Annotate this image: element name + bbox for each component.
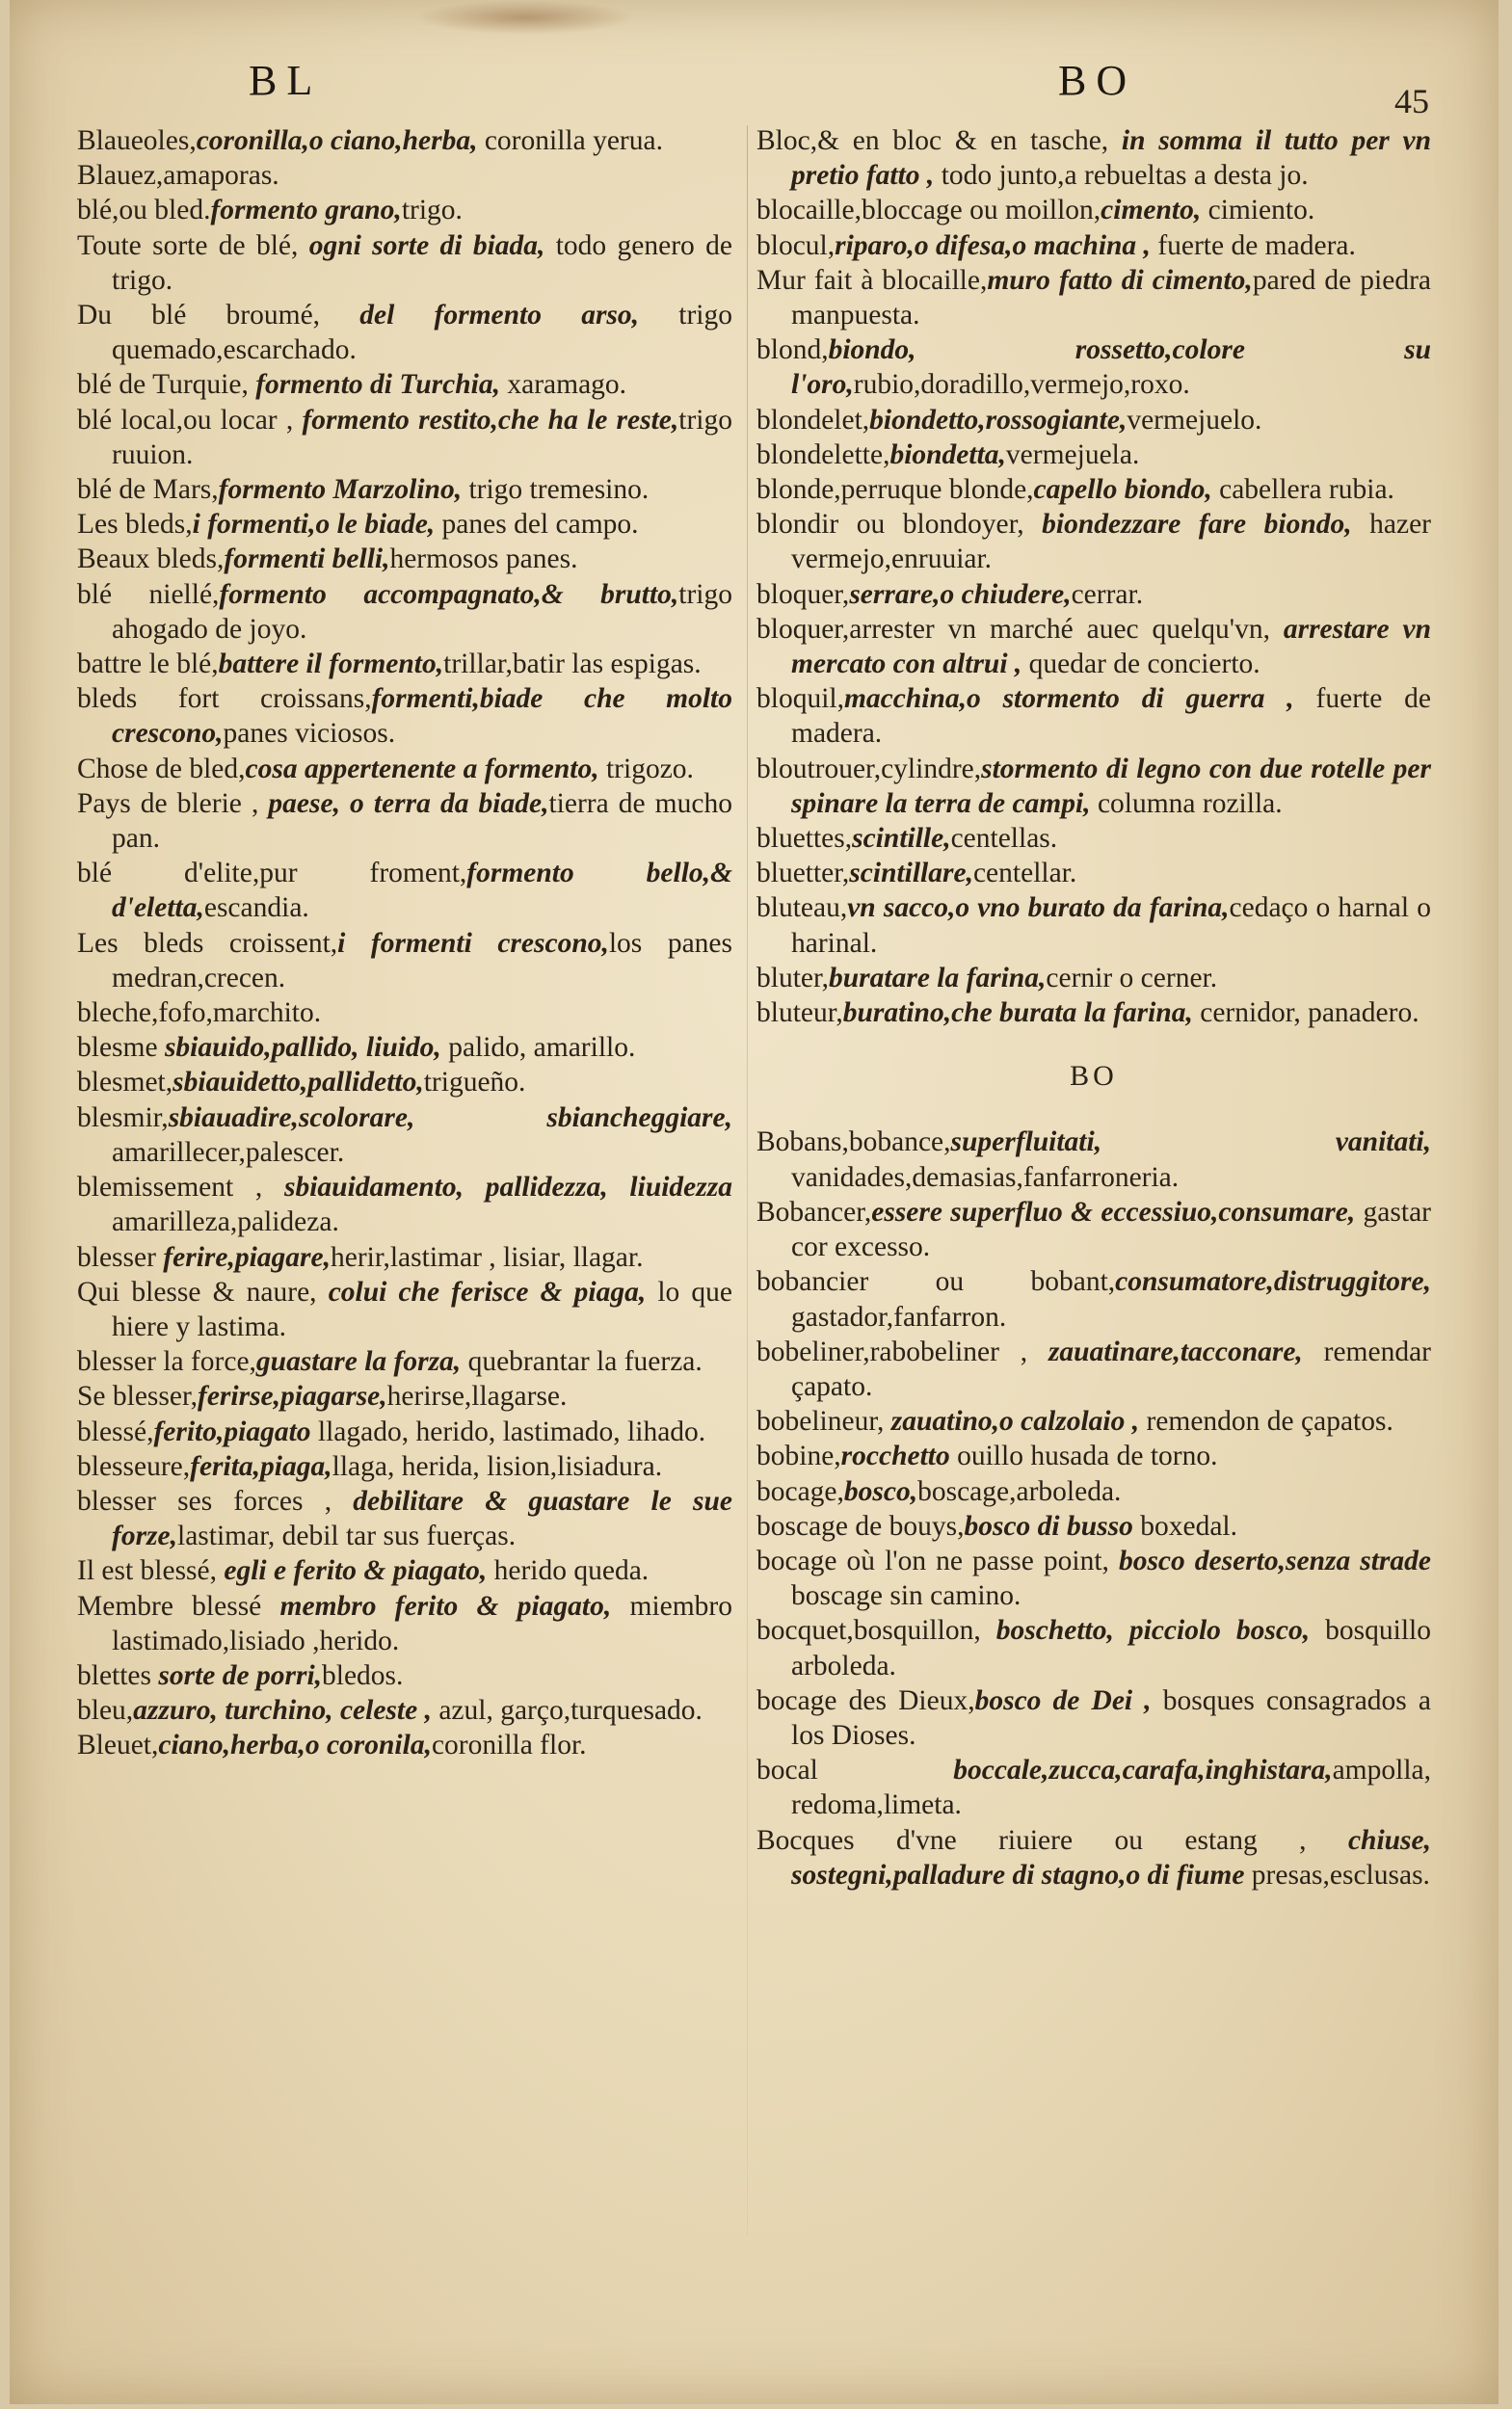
entry-spanish: rubio,doradillo,vermejo,roxo. — [853, 369, 1190, 401]
entry-spanish: pared de piedra manpuesta. — [791, 264, 1431, 331]
entry-italian: essere superfluo & eccessiuo,consumare, — [871, 1196, 1356, 1228]
entry-french: blonde,perruque blonde, — [756, 474, 1034, 506]
dictionary-entry — [756, 1335, 1431, 1404]
entry-spanish: fuerte de madera. — [791, 683, 1431, 750]
dictionary-entry — [77, 1379, 732, 1414]
entry-spanish: llaga, herida, lision,lisiadura. — [332, 1450, 663, 1482]
entry-french: bluetter, — [756, 858, 850, 889]
entry-french: bocal — [756, 1755, 954, 1787]
entry-spanish: herido queda. — [487, 1555, 650, 1587]
entry-italian: i formenti crescono, — [337, 927, 609, 959]
entry-spanish: herir,lastimar , lisiar, llagar. — [330, 1241, 644, 1273]
entry-spanish: lastimar, debil tar sus fuerças. — [177, 1521, 517, 1552]
dictionary-entry — [77, 856, 732, 925]
entry-spanish: cernidor, panadero. — [1192, 997, 1419, 1029]
dictionary-entry — [756, 1125, 1431, 1194]
dictionary-entry — [77, 367, 732, 402]
dictionary-entry — [77, 1240, 732, 1275]
entry-spanish: vermejuelo. — [1127, 404, 1262, 436]
entry-italian: sbiauidetto,pallidetto, — [172, 1067, 424, 1099]
entry-italian: serrare,o chiudere, — [849, 578, 1072, 610]
entry-french: bleche,fofo,marchito. — [77, 997, 322, 1029]
dictionary-entry — [756, 681, 1431, 751]
dictionary-entry — [77, 1553, 732, 1588]
dictionary-entry — [756, 1544, 1431, 1613]
entry-italian: superfluitati, vanitati, — [950, 1126, 1431, 1158]
entry-french: Blaueoles, — [77, 125, 197, 156]
dictionary-entry — [756, 1683, 1431, 1753]
entry-italian: cimento, — [1101, 195, 1202, 226]
entry-french: blé,ou bled. — [77, 195, 211, 226]
entry-french: Du blé broumé, — [77, 300, 360, 331]
entry-spanish: hazer vermejo,enruuiar. — [791, 509, 1432, 575]
entry-french: Membre blessé — [77, 1590, 280, 1622]
dictionary-entry — [77, 193, 732, 227]
entry-spanish: herirse,llagarse. — [386, 1381, 568, 1413]
entry-french: Toute sorte de blé, — [77, 229, 309, 261]
entry-french: blocul, — [756, 229, 836, 261]
dictionary-entry — [756, 1753, 1431, 1822]
entry-spanish: gastador,fanfarron. — [791, 1301, 1007, 1333]
dictionary-entry — [77, 1589, 732, 1658]
entry-italian: biondetta, — [889, 438, 1006, 470]
entry-french: Pays de blerie , — [77, 787, 269, 819]
entry-italian: sbiauidamento, pallidezza, liuidezza — [283, 1172, 732, 1204]
entry-french: blesseure, — [77, 1450, 191, 1482]
entry-italian: ferito,piagato — [153, 1416, 311, 1447]
entry-italian: vn sacco,o vno burato da farina, — [847, 892, 1230, 924]
entry-italian: riparo,o difesa,o machina , — [835, 229, 1151, 261]
entry-spanish: bosques consagrados a los Dioses. — [791, 1684, 1432, 1751]
dictionary-entry — [77, 1030, 732, 1065]
entry-french: bloquer,arrester vn marché auec quelqu'vn, — [756, 613, 1284, 645]
entry-french: blond, — [756, 334, 829, 366]
dictionary-entry — [77, 1275, 732, 1344]
entry-italian: sbiauadire,scolorare, sbiancheggiare, — [168, 1101, 732, 1133]
entry-french: blesser ses forces , — [77, 1485, 354, 1517]
entry-spanish: palido, amarillo. — [440, 1032, 636, 1064]
dictionary-entry — [77, 647, 732, 681]
entry-spanish: trigo quemado,escarchado. — [112, 300, 732, 366]
entry-french: Bocques d'vne riuiere ou estang , — [756, 1824, 1348, 1856]
page-number: 45 — [1394, 82, 1429, 120]
entry-french: blé local,ou locar , — [77, 404, 303, 436]
entry-spanish: coronilla yerua. — [477, 125, 663, 156]
entry-italian: ferita,piaga, — [190, 1450, 332, 1482]
entry-italian: biondo, rossetto,colore su l'oro, — [791, 334, 1431, 401]
entry-italian: battere il formento, — [218, 649, 444, 680]
dictionary-entry — [77, 681, 732, 751]
entry-spanish: tierra de mucho pan. — [112, 787, 732, 855]
entry-italian: capello biondo, — [1033, 474, 1212, 506]
dictionary-entry — [756, 890, 1431, 960]
entry-spanish: trigo. — [401, 195, 463, 226]
entry-french: Chose de bled, — [77, 753, 246, 784]
left-column — [77, 123, 732, 1763]
dictionary-entry — [756, 228, 1431, 263]
entry-italian: consumatore,distruggitore, — [1115, 1266, 1431, 1298]
entry-spanish: vanidades,demasias,fanfarroneria. — [791, 1161, 1180, 1193]
entry-french: blé de Turquie, — [77, 369, 256, 401]
entry-italian: colui che ferisce & piaga, — [328, 1276, 647, 1308]
entry-italian: zauatinare,tacconare, — [1048, 1336, 1303, 1367]
entry-french: Qui blesse & naure, — [77, 1276, 329, 1308]
entry-french: bocage où l'on ne passe point, — [756, 1545, 1119, 1576]
entry-french: Mur fait à blocaille, — [756, 264, 988, 296]
dictionary-entry — [77, 786, 732, 856]
entry-spanish: bosquillo arboleda. — [791, 1615, 1431, 1681]
entry-french: Les bleds, — [77, 509, 193, 541]
entry-italian: buratare la farina, — [829, 962, 1047, 993]
right-column — [756, 123, 1431, 1893]
dictionary-entry — [77, 158, 732, 193]
entry-french: blettes — [77, 1659, 159, 1691]
entry-french: bobelineur, — [756, 1406, 891, 1438]
entry-french: blé de Mars, — [77, 474, 219, 506]
dictionary-entry — [77, 1693, 732, 1728]
dictionary-entry — [77, 403, 732, 472]
entry-french: Il est blessé, — [77, 1555, 225, 1587]
entry-italian: bosco, — [843, 1475, 918, 1507]
entry-italian: stormento di legno con due rotelle per spinare la terra de campi, — [791, 753, 1431, 819]
entry-italian: formenti belli, — [224, 543, 390, 575]
entry-spanish: trigozo. — [598, 753, 694, 784]
entry-spanish: cernir o cerner. — [1046, 962, 1218, 993]
entry-italian: bosco de Dei , — [974, 1684, 1152, 1716]
entry-french: blesser la force, — [77, 1346, 256, 1378]
entry-spanish: miembro lastimado,lisiado ,herido. — [112, 1590, 733, 1656]
entry-spanish: gastar cor excesso. — [791, 1196, 1431, 1263]
entry-spanish: cabellera rubia. — [1211, 474, 1394, 506]
entry-french: bloquil, — [756, 683, 844, 715]
entry-italian: formento di Turchia, — [255, 369, 500, 401]
entry-spanish: centellar. — [972, 858, 1077, 889]
entry-italian: debilitare & guastare le sue forze, — [112, 1485, 732, 1552]
entry-french: blesmet, — [77, 1067, 173, 1099]
entry-french: blondelet, — [756, 404, 870, 436]
dictionary-entry — [756, 1613, 1431, 1682]
entry-italian: formento grano, — [210, 195, 402, 226]
entry-italian: formento restito,che ha le reste, — [302, 404, 679, 436]
dictionary-entry — [756, 821, 1431, 856]
dictionary-entry — [756, 1509, 1431, 1544]
entry-french: bluettes, — [756, 823, 853, 855]
entry-french: Bobans,bobance, — [756, 1126, 951, 1158]
entry-italian: ferirse,piagarse, — [198, 1381, 387, 1413]
entry-italian: i formenti,o le biade, — [192, 509, 436, 541]
dictionary-entry — [756, 1404, 1431, 1439]
dictionary-entry — [756, 193, 1431, 227]
dictionary-entry — [77, 1065, 732, 1099]
dictionary-entry — [756, 332, 1431, 402]
dictionary-entry — [756, 995, 1431, 1030]
entry-french: blesmir, — [77, 1101, 169, 1133]
entry-french: blondelette, — [756, 438, 890, 470]
entry-italian: paese, o terra da biade, — [268, 787, 549, 819]
dictionary-entry — [77, 995, 732, 1030]
entry-italian: bosco deserto,senza strade — [1118, 1545, 1431, 1576]
right-entries-bl — [756, 123, 1431, 1030]
dictionary-entry — [77, 926, 732, 995]
dictionary-entry — [77, 123, 732, 158]
entry-spanish: amarillecer,palescer. — [112, 1136, 345, 1168]
dictionary-entry — [77, 507, 732, 542]
dictionary-entry — [77, 1658, 732, 1693]
entry-french: bluteau, — [756, 892, 848, 924]
entry-italian: rocchetto — [840, 1441, 950, 1472]
entry-french: bocage des Dieux, — [756, 1684, 975, 1716]
dictionary-entry — [756, 403, 1431, 437]
dictionary-entry — [756, 961, 1431, 995]
entry-french: bocage, — [756, 1475, 844, 1507]
entry-spanish: todo genero de trigo. — [112, 229, 732, 296]
entry-spanish: amarilleza,palideza. — [112, 1206, 339, 1238]
right-entries-bo — [756, 1125, 1431, 1892]
entry-spanish: boscage sin camino. — [791, 1580, 1021, 1612]
dictionary-entry — [77, 1449, 732, 1484]
dictionary-entry — [77, 577, 732, 647]
entry-french: bobancier ou bobant, — [756, 1266, 1116, 1298]
dictionary-entry — [77, 298, 732, 367]
entry-spanish: columna rozilla. — [1090, 787, 1283, 819]
entry-french: bleds fort croissans, — [77, 683, 372, 715]
dictionary-entry — [756, 752, 1431, 821]
entry-italian: boccale,zucca,carafa,inghistara, — [953, 1755, 1333, 1787]
dictionary-entry — [77, 1170, 732, 1239]
entry-french: bluteur, — [756, 997, 843, 1029]
entry-italian: macchina,o stormento di guerra , — [843, 683, 1294, 715]
entry-french: blessé, — [77, 1416, 154, 1447]
entry-french: Bloc,& en bloc & en tasche, — [756, 125, 1122, 156]
dictionary-entry — [77, 542, 732, 576]
entry-french: bobine, — [756, 1441, 841, 1472]
dictionary-entry — [756, 507, 1431, 576]
entry-italian: in somma il tutto per vn pretio fatto , — [791, 125, 1432, 192]
entry-spanish: azul, garço,turquesado. — [431, 1695, 703, 1727]
entry-french: bleu, — [77, 1695, 134, 1727]
entry-spanish: presas,esclusas. — [1244, 1859, 1430, 1891]
entry-italian: sorte de porri, — [158, 1659, 323, 1691]
entry-french: Se blesser, — [77, 1381, 198, 1413]
entry-italian: azzuro, turchino, celeste , — [133, 1695, 432, 1727]
dictionary-entry — [77, 1415, 732, 1449]
entry-italian: scintillare, — [849, 858, 973, 889]
entry-spanish: remendon de çapatos. — [1139, 1406, 1393, 1438]
entry-spanish: xaramago. — [499, 369, 627, 401]
dictionary-entry — [756, 1474, 1431, 1509]
entry-italian: formenti,biade che molto crescono, — [112, 683, 732, 750]
entry-spanish: bledos. — [322, 1659, 404, 1691]
dictionary-entry — [77, 1728, 732, 1762]
entry-french: battre le blé, — [77, 649, 219, 680]
entry-italian: boschetto, picciolo bosco, — [995, 1615, 1311, 1647]
entry-italian: ogni sorte di biada, — [308, 229, 545, 261]
entry-french: Blauez,amaporas. — [77, 160, 279, 192]
dictionary-entry — [756, 856, 1431, 890]
entry-french: bluter, — [756, 962, 830, 993]
entry-spanish: fuerte de madera. — [1150, 229, 1356, 261]
entry-spanish: todo junto,a rebueltas a desta jo. — [934, 160, 1309, 192]
paper-stain — [414, 0, 636, 35]
entry-italian: ciano,herba,o coronila, — [158, 1730, 432, 1761]
book-page — [10, 0, 1499, 2404]
entry-french: blondir ou blondoyer, — [756, 509, 1043, 541]
dictionary-entry — [77, 1100, 732, 1170]
dictionary-entry — [756, 472, 1431, 507]
entry-italian: formento Marzolino, — [218, 474, 463, 506]
dictionary-entry — [756, 1195, 1431, 1264]
dictionary-entry — [756, 437, 1431, 472]
dictionary-entry — [756, 123, 1431, 193]
entry-italian: del formento arso, — [359, 300, 640, 331]
entry-spanish: panes viciosos. — [223, 718, 396, 750]
entry-italian: scintille, — [852, 823, 951, 855]
section-heading: BO — [1070, 1060, 1118, 1093]
dictionary-entry — [77, 1484, 732, 1553]
entry-italian: bosco di busso — [964, 1510, 1133, 1542]
entry-italian: guastare la forza, — [255, 1346, 462, 1378]
entry-spanish: trigueño. — [423, 1067, 526, 1099]
entry-spanish: ouillo husada de torno. — [949, 1441, 1218, 1472]
entry-spanish: trigo ahogado de joyo. — [112, 578, 732, 645]
left-running-head: BL — [249, 57, 323, 104]
entry-french: bloutrouer,cylindre, — [756, 753, 982, 784]
dictionary-entry — [756, 1439, 1431, 1473]
dictionary-entry — [756, 1264, 1431, 1334]
entry-french: boscage de bouys, — [756, 1510, 965, 1542]
dictionary-entry — [756, 577, 1431, 612]
entry-spanish: escandia. — [203, 892, 309, 924]
entry-french: Bleuet, — [77, 1730, 159, 1761]
entry-italian: chiuse, sostegni,palladure di stagno,o di fiume — [791, 1824, 1431, 1891]
entry-italian: sbiauido,pallido, liuido, — [164, 1032, 441, 1064]
entry-spanish: centellas. — [950, 823, 1058, 855]
entry-french: blocaille,bloccage ou moillon, — [756, 195, 1101, 226]
entry-italian: cosa appertenente a formento, — [245, 753, 599, 784]
entry-italian: zauatino,o calzolaio , — [890, 1406, 1140, 1438]
entry-italian: coronilla,o ciano,herba, — [196, 125, 478, 156]
entry-italian: arrestare vn mercato con altrui , — [791, 613, 1432, 680]
entry-italian: formento accompagnato,& brutto, — [219, 578, 679, 610]
entry-spanish: trigo tremesino. — [462, 474, 650, 506]
column-divider — [747, 125, 748, 2236]
entry-spanish: hermosos panes. — [389, 543, 578, 575]
entry-spanish: boscage,arboleda. — [917, 1475, 1122, 1507]
entry-italian: membro ferito & piagato, — [279, 1590, 612, 1622]
entry-french: blé d'elite,pur froment, — [77, 858, 467, 889]
entry-spanish: cimiento. — [1201, 195, 1315, 226]
entry-french: Bobancer, — [756, 1196, 872, 1228]
entry-spanish: cedaço o harnal o harinal. — [791, 892, 1431, 959]
dictionary-entry — [77, 752, 732, 786]
entry-spanish: quedar de concierto. — [1021, 649, 1260, 680]
entry-spanish: llagado, herido, lastimado, lihado. — [310, 1416, 706, 1447]
entry-spanish: coronilla flor. — [431, 1730, 587, 1761]
dictionary-entry — [77, 472, 732, 507]
dictionary-entry — [756, 612, 1431, 681]
right-running-head: BO — [1058, 57, 1137, 104]
entry-spanish: los panes medran,crecen. — [112, 927, 732, 993]
entry-french: blemissement , — [77, 1172, 284, 1204]
entry-spanish: trigo ruuion. — [112, 404, 732, 470]
entry-spanish: lo que hiere y lastima. — [112, 1276, 732, 1342]
entry-french: Les bleds croissent, — [77, 927, 338, 959]
entry-spanish: remendar çapato. — [791, 1336, 1432, 1402]
entry-italian: egli e ferito & piagato, — [224, 1555, 488, 1587]
entry-italian: buratino,che burata la farina, — [842, 997, 1193, 1029]
entry-spanish: vermejuela. — [1005, 438, 1140, 470]
entry-french: Beaux bleds, — [77, 543, 225, 575]
entry-spanish: ampolla, redoma,limeta. — [791, 1755, 1431, 1821]
entry-french: blesser — [77, 1241, 164, 1273]
dictionary-entry — [77, 228, 732, 298]
entry-spanish: quebrantar la fuerza. — [461, 1346, 703, 1378]
entry-spanish: panes del campo. — [435, 509, 639, 541]
entry-italian: formento bello,& d'eletta, — [112, 858, 732, 924]
entry-french: bloquer, — [756, 578, 850, 610]
dictionary-entry — [756, 1823, 1431, 1893]
entry-italian: biondetto,rossogiante, — [869, 404, 1127, 436]
entry-italian: biondezzare fare biondo, — [1042, 509, 1352, 541]
dictionary-entry — [77, 1344, 732, 1379]
dictionary-entry — [756, 263, 1431, 332]
entry-french: bocquet,bosquillon, — [756, 1615, 996, 1647]
entry-french: bobeliner,rabobeliner , — [756, 1336, 1048, 1367]
entry-french: blesme — [77, 1032, 165, 1064]
entry-french: blé niellé, — [77, 578, 220, 610]
entry-spanish: cerrar. — [1071, 578, 1144, 610]
entry-italian: ferire,piagare, — [163, 1241, 331, 1273]
entry-italian: muro fatto di cimento, — [987, 264, 1253, 296]
entry-spanish: trillar,batir las espigas. — [443, 649, 702, 680]
entry-spanish: boxedal. — [1132, 1510, 1237, 1542]
